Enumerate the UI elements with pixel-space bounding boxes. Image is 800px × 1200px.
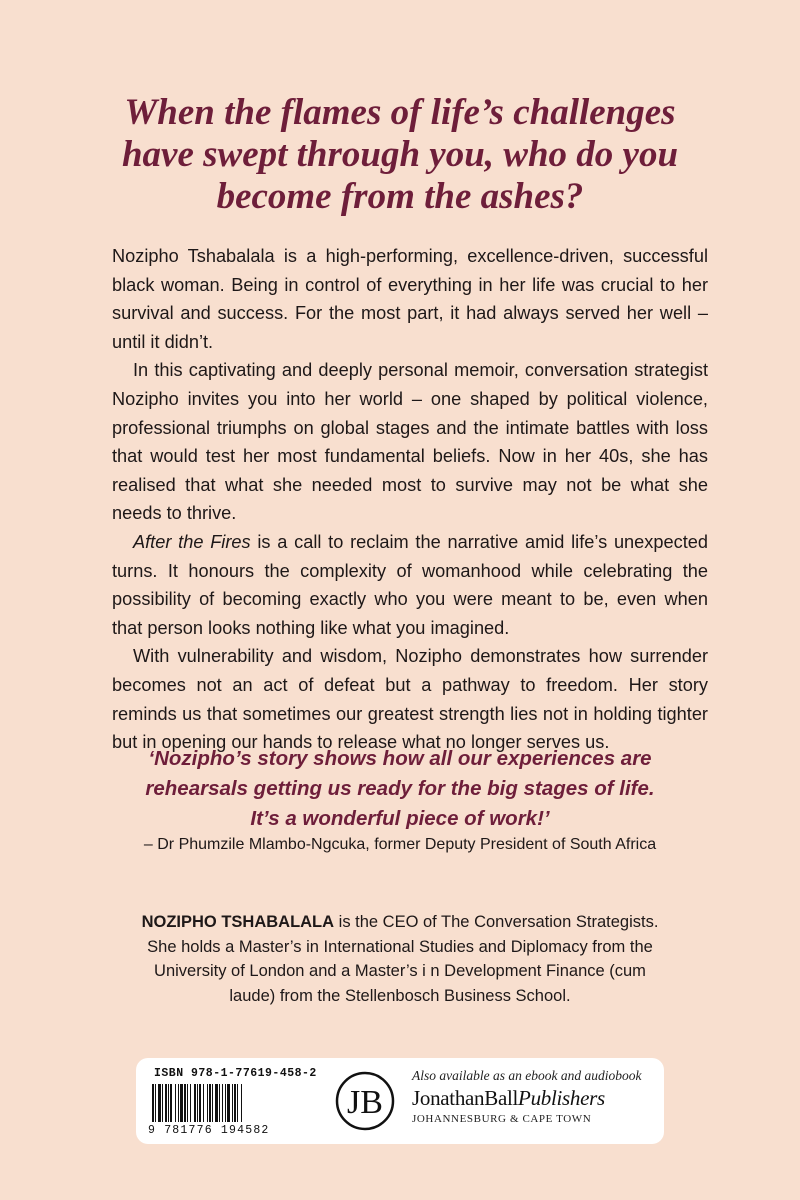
barcode-bar [194, 1084, 196, 1122]
barcode-bar [178, 1084, 179, 1122]
author-bio [110, 910, 690, 1008]
barcode-bar [152, 1084, 154, 1122]
barcode-bar [227, 1084, 230, 1122]
barcode-bar [155, 1084, 156, 1122]
barcode-bar [175, 1084, 176, 1122]
publisher-name-main: JonathanBall [412, 1086, 519, 1110]
barcode-bar [203, 1084, 204, 1122]
barcode-bar [225, 1084, 226, 1122]
blurb-paragraph-1: Nozipho Tshabalala is a high-performing, excellence-driven, successful black woman. Being in control of everything in her life was crucial to her survival and success. For the most part, it had always served her well – until it didn’t. [112, 246, 708, 352]
book-title: After the Fires [133, 531, 251, 552]
barcode-bar [190, 1084, 191, 1122]
publisher-logo-letter: JB [347, 1084, 383, 1121]
bio-line-1 [110, 910, 690, 935]
headline-line-3: become from the ashes? [216, 176, 584, 217]
publisher-name-italic: Publishers [518, 1086, 605, 1110]
endorsement-quote [90, 744, 710, 834]
quote-attribution: – Dr Phumzile Mlambo-Ngcuka, former Deputy President of South Africa [143, 836, 657, 853]
publisher-name [412, 1086, 652, 1111]
availability-note: Also available as an ebook and audiobook [412, 1068, 642, 1083]
blurb-paragraph-2: In this captivating and deeply personal memoir, conversation strategist Nozipho invites you into her world – one shaped by political violence, professional triumphs on global stages and the intimate battles with loss that would test her most fundamental beliefs. Now in her 40s, she has realised that what she needed most to survive may not be what she needs to thrive. [112, 360, 708, 524]
barcode-bar [199, 1084, 201, 1122]
bio-line-4: laude) from the Stellenbosch Business School. [229, 986, 571, 1005]
barcode-bar [170, 1084, 172, 1122]
isbn-label: ISBN 978-1-77619-458-2 [154, 1067, 317, 1080]
quote-line-2: rehearsals getting us ready for the big stages of life. [145, 777, 655, 800]
barcode-bar [234, 1084, 236, 1122]
publisher-info [412, 1068, 652, 1125]
barcode-bar [222, 1084, 223, 1122]
barcode-bar [212, 1084, 213, 1122]
barcode-bar [168, 1084, 169, 1122]
blurb-paragraph-4: With vulnerability and wisdom, Nozipho demonstrates how surrender becomes not an act of defeat but a pathway to freedom. Her story reminds us that sometimes our greatest strength lies not in holding tighter but in opening our hands to release what no longer serves us. [112, 646, 708, 753]
barcode-bar [237, 1084, 238, 1122]
barcode-bar [184, 1084, 186, 1122]
headline-quote [60, 92, 740, 218]
barcode-bar [232, 1084, 233, 1122]
blurb-paragraph-3 [112, 528, 708, 642]
author-name: NOZIPHO TSHABALALA [141, 913, 335, 931]
barcode-bar [162, 1084, 163, 1122]
blurb-paragraph-3-text: is a call to reclaim the narrative amid life’s unexpected turns. It honours the complexity of womanhood while celebrating the possibility of becoming exactly who you were meant to be, even when that person looks nothing like what you imagined. [112, 531, 708, 638]
publisher-cities: JOHANNESBURG & CAPE TOWN [412, 1113, 592, 1125]
barcode-bar [180, 1084, 183, 1122]
barcode-bar [241, 1084, 242, 1122]
publisher-logo-icon [334, 1070, 396, 1132]
bio-line-2: She holds a Master’s in International Studies and Diplomacy from the [147, 937, 653, 956]
headline-line-1: When the flames of life’s challenges [124, 92, 676, 133]
bio-line-3: University of London and a Master’s i n Development Finance (cum [154, 962, 646, 980]
quote-line-3: It’s a wonderful piece of work!’ [250, 807, 550, 830]
bio-line-1-text: is the CEO of The Conversation Strategists. [334, 913, 659, 931]
headline-line-2: have swept through you, who do you [121, 134, 679, 175]
quote-line-1: ‘Nozipho’s story shows how all our experiences are [148, 747, 652, 770]
book-blurb [112, 242, 708, 757]
barcode-bar [215, 1084, 218, 1122]
barcode-bar [187, 1084, 188, 1122]
isbn-digits: 9 781776 194582 [148, 1124, 270, 1137]
barcode-bar [209, 1084, 211, 1122]
barcode-bar [207, 1084, 208, 1122]
isbn-barcode [150, 1084, 320, 1124]
barcode-panel [136, 1058, 664, 1144]
barcode-bar [158, 1084, 161, 1122]
barcode-bar [219, 1084, 220, 1122]
barcode-bar [197, 1084, 198, 1122]
barcode-bar [165, 1084, 167, 1122]
